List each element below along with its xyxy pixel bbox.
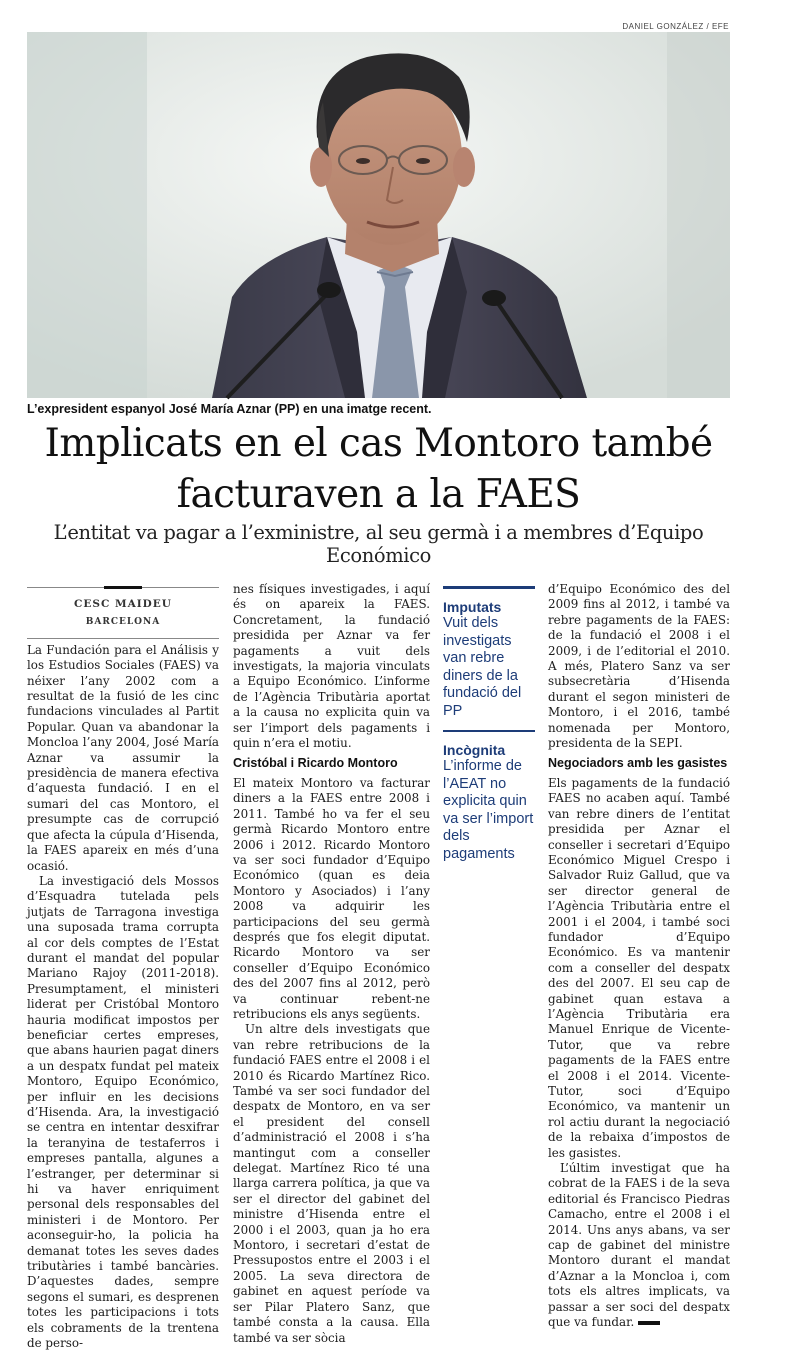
paragraph: d’Equipo Económico des del 2009 fins al 2012, i també va rebre pagaments de la FAES: de la fundació el 2008 i el 2009, i de l’editorial el 2010. A més, Platero Sanz va ser subsecretària d’Hisenda durant el segon ministeri de Montoro, i el 2016, també nomenada per Montoro, presidenta de la SEPI. bbox=[548, 582, 730, 751]
article-column-4 bbox=[548, 582, 730, 1330]
subheadline: L’entitat va pagar a l’exministre, al seu germà i a membres d’Equipo Económico bbox=[53, 521, 704, 567]
headline bbox=[27, 418, 730, 520]
article-column-2 bbox=[233, 582, 430, 1345]
dateline-city: BARCELONA bbox=[85, 617, 161, 628]
sidebar-title-imputats: Imputats bbox=[443, 599, 502, 615]
headline-line-2: facturaven a la FAES bbox=[176, 472, 581, 517]
headline-line-1: Implicats en el cas Montoro també bbox=[44, 421, 713, 466]
author-name: CESC MAIDEU bbox=[74, 598, 172, 610]
byline-divider bbox=[27, 638, 219, 639]
sidebar-text-incognita: L’informe de l’AEAT no explicita quin va ser l’import dels pagaments bbox=[443, 758, 534, 862]
sidebar-top-rule bbox=[443, 586, 535, 589]
paragraph: La investigació dels Mossos d’Esquadra tutelada pels jutjats de Tarragona investiga una suposada trama corrupta al cor dels comptes de l’Estat durant el mandat del popular Mariano Rajoy (2011-2018). Presumptament, el ministeri liderat per Cristóbal Montoro hauria modificat impostos per beneficiar certes empreses, que abans haurien pagat diners a un despatx fundat pel mateix Montoro, Equipo Económico, per influir en les decisions d’Hisenda. Ara, la investigació se centra en intentar desxifrar la teranyina de testaferros i empreses pantalla, algunes a l’estranger, per determinar si hi va haver enriquiment personal dels responsables del ministeri i de Montoro. Per aconseguir-ho, la policia ha demanat totes les seves dades tributàries i també bancàries. D’aquestes dades, sempre segons el sumari, es desprenen totes les participacions i tots els cobraments de la trentena de perso- bbox=[27, 873, 219, 1351]
paragraph: Un altre dels investigats que van rebre retribucions de la fundació FAES entre el 2008 i el 2010 és Ricardo Martínez Rico. També va ser soci fundador del despatx de Montoro, en va ser el president del consell d’administració el 2008 i s’ha mantingut com a conseller delegat. Martínez Rico té una llarga carrera política, ja que va ser el director del gabinet del ministre d’Hisenda entre el 2000 i el 2003, quan ja ho era Montoro, i secretari d’estat de Pressupostos entre el 2003 i el 2005. La seva directora de gabinet en aquest període va ser Pilar Platero Sanz, que també consta a la causa. Ella també va ser sòcia bbox=[233, 1022, 430, 1345]
sidebar-divider bbox=[443, 730, 535, 732]
paragraph: nes físiques investigades, i aquí és on apareix la FAES. Concretament, la fundació presidida per Aznar va fer pagaments a vuit dels investigats, la majoria vinculats a Equipo Económico. L’informe de l’Agència Tributària aportat a la causa no explicita quin va ser l’import dels pagaments i quin n’era el motiu. bbox=[233, 582, 430, 751]
sidebar-text-imputats: Vuit dels investigats van rebre diners de la fundació del PP bbox=[443, 615, 522, 719]
paragraph: El mateix Montoro va facturar diners a la FAES entre 2008 i 2011. També ho va fer el seu germà Ricardo Montoro entre 2006 i 2012. Ricardo Montoro va ser soci fundador d’Equipo Económico (quan es deia Montoro y Asociados) i l’any 2008 va adquirir les participacions del seu germà després que fos elegit diputat. Ricardo Montoro va ser conseller d’Equipo Económico des del 2007 fins al 2012, però va continuar rebent-ne retribucions els anys següents. bbox=[233, 775, 430, 1021]
paragraph: La Fundación para el Análisis y los Estudios Sociales (FAES) va néixer l’any 2002 com a resultat de la fusió de les cinc fundacions vinculades al Partit Popular. Quan va abandonar la Moncloa l’any 2004, José María Aznar va assumir la presidència de manera efectiva d’aquesta fundació. I en el sumari del cas Montoro, el presumpte cas de corrupció que afecta la cúpula d’Hisenda, la FAES apareix en més d’una ocasió. bbox=[27, 642, 219, 873]
section-subtitle: Negociadors amb les gasistes bbox=[548, 756, 728, 771]
paragraph-final-text: L’últim investigat que ha cobrat de la FAES i de la seva editorial és Francisco Piedras Camacho, entre el 2008 i el 2014. Uns anys abans, va ser cap de gabinet del ministre Montoro durant el mandat d’Aznar a la Moncloa i, com tots els altres implicats, va passar a ser soci del despatx que va fundar. bbox=[548, 1161, 730, 1330]
sidebar-highlights bbox=[443, 582, 535, 1192]
main-photo bbox=[27, 32, 730, 398]
section-subtitle: Cristóbal i Ricardo Montoro bbox=[233, 756, 398, 771]
sidebar-title-incognita: Incògnita bbox=[443, 742, 506, 758]
paragraph: Els pagaments de la fundació FAES no acaben aquí. També van rebre diners de l’entitat presidida per Aznar el conseller i secretari d’Equipo Económico Miguel Crespo i Salvador Ruiz Gallud, que va ser director general de l’Agència Tributària entre el 2001 i el 2004, i també soci fundador d’Equipo Económico. Es va mantenir com a conseller del despatx des del 2007. El seu cap de gabinet quan estava a l’Agència Tributària era Manuel Enrique de Vicente-Tutor, que va rebre pagaments de la FAES entre el 2008 i el 2014. Vicente-Tutor, soci d’Equipo Económico, va mantenir un rol actiu durant la negociació de la rebaixa d’impostos de les gasistes. bbox=[548, 775, 730, 1160]
photo-credit: DANIEL GONZÁLEZ / EFE bbox=[622, 22, 729, 31]
paragraph-final bbox=[548, 1161, 730, 1330]
article-column-1 bbox=[27, 582, 219, 1351]
photo-caption: L’expresident espanyol José María Aznar (PP) en una imatge recent. bbox=[27, 402, 432, 416]
byline bbox=[27, 587, 219, 631]
portrait-illustration bbox=[27, 32, 730, 398]
end-of-article-mark bbox=[638, 1321, 660, 1325]
